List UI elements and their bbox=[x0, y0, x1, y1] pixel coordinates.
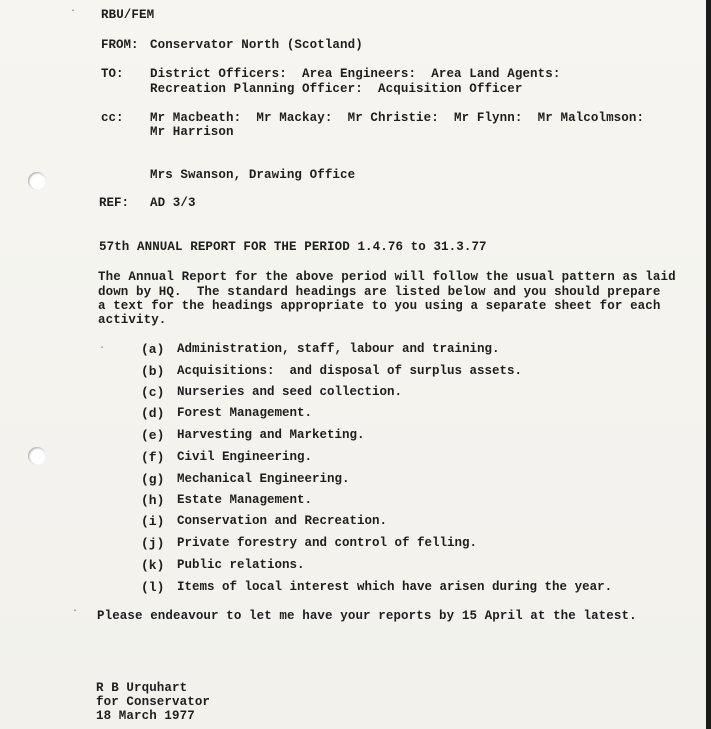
intro-line-4: activity. bbox=[98, 313, 167, 327]
closing-line: Please endeavour to let me have your reports by 15 April at the latest. bbox=[97, 609, 637, 623]
scan-speck: · bbox=[99, 343, 106, 354]
intro-line-2: down by HQ. The standard headings are listed below and you should prepare bbox=[98, 285, 661, 299]
to-line-2: Recreation Planning Officer: Acquisition Officer bbox=[150, 82, 523, 96]
to-label: TO: bbox=[101, 67, 124, 81]
heading-letter: (a) bbox=[141, 342, 165, 357]
heading-letter: (k) bbox=[141, 558, 165, 573]
cc-line-1: Mr Macbeath: Mr Mackay: Mr Christie: Mr Flynn: Mr Malcolmson: bbox=[150, 111, 645, 125]
intro-line-3: a text for the headings appropriate to you using a separate sheet for each bbox=[98, 299, 661, 313]
heading-text: Acquisitions: and disposal of surplus assets. bbox=[177, 364, 523, 378]
punch-hole-top bbox=[28, 172, 46, 190]
reference-code: RBU/FEM bbox=[101, 8, 155, 22]
signature-role: for Conservator bbox=[96, 695, 211, 709]
from-value: Conservator North (Scotland) bbox=[150, 38, 363, 52]
heading-text: Administration, staff, labour and training. bbox=[177, 342, 500, 356]
heading-letter: (l) bbox=[141, 580, 165, 595]
heading-letter: (g) bbox=[141, 472, 165, 487]
heading-text: Harvesting and Marketing. bbox=[177, 428, 365, 442]
heading-text: Private forestry and control of felling. bbox=[177, 536, 478, 550]
heading-letter: (c) bbox=[141, 385, 165, 400]
heading-letter: (h) bbox=[141, 493, 165, 508]
scan-speck: · bbox=[70, 6, 77, 17]
subject-line: 57th ANNUAL REPORT FOR THE PERIOD 1.4.76 to 31.3.77 bbox=[99, 240, 487, 254]
heading-letter: (d) bbox=[141, 406, 165, 421]
from-label: FROM: bbox=[101, 38, 139, 52]
heading-letter: (f) bbox=[141, 450, 165, 465]
ref-value: AD 3/3 bbox=[150, 196, 196, 210]
cc-line-2: Mr Harrison bbox=[150, 125, 234, 139]
heading-letter: (b) bbox=[141, 364, 165, 379]
heading-text: Mechanical Engineering. bbox=[177, 472, 350, 486]
intro-line-1: The Annual Report for the above period will follow the usual pattern as laid bbox=[98, 270, 676, 284]
punch-hole-bottom bbox=[28, 447, 46, 465]
signature-name: R B Urquhart bbox=[96, 681, 188, 695]
heading-text: Forest Management. bbox=[177, 406, 313, 420]
heading-letter: (e) bbox=[141, 428, 165, 443]
heading-text: Public relations. bbox=[177, 558, 305, 572]
heading-letter: (i) bbox=[141, 514, 165, 529]
cc-label: cc: bbox=[101, 111, 124, 125]
heading-text: Civil Engineering. bbox=[177, 450, 313, 464]
scan-speck: · bbox=[72, 606, 79, 617]
heading-text: Items of local interest which have arisen during the year. bbox=[177, 580, 613, 594]
signature-date: 18 March 1977 bbox=[96, 709, 195, 723]
heading-text: Estate Management. bbox=[177, 493, 313, 507]
scan-edge bbox=[706, 0, 711, 729]
heading-text: Nurseries and seed collection. bbox=[177, 385, 403, 399]
heading-letter: (j) bbox=[141, 536, 165, 551]
cc-line-3: Mrs Swanson, Drawing Office bbox=[150, 168, 356, 182]
to-line-1: District Officers: Area Engineers: Area Land Agents: bbox=[150, 67, 561, 81]
heading-text: Conservation and Recreation. bbox=[177, 514, 388, 528]
ref-label: REF: bbox=[99, 196, 130, 210]
